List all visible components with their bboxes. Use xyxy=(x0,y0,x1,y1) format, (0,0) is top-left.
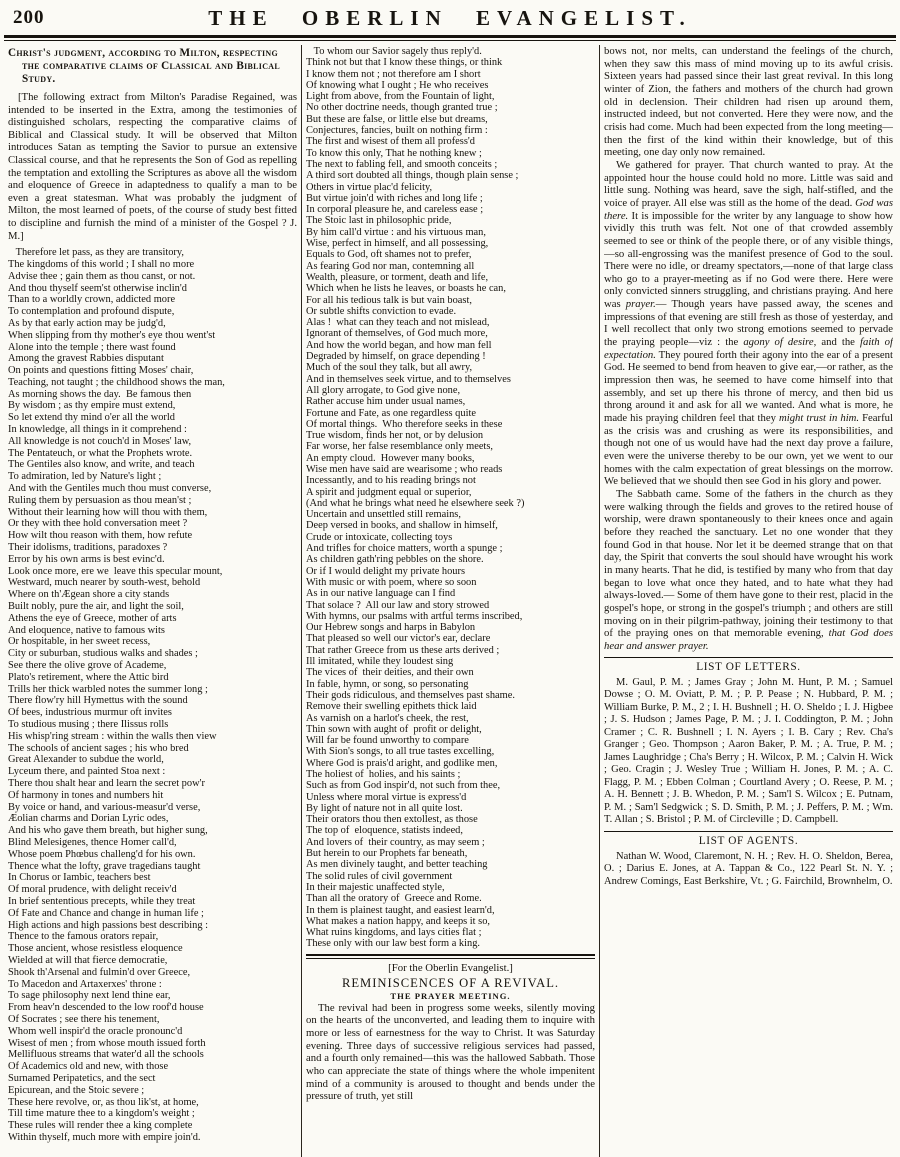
poem-line: The first and wisest of them all profess'd xyxy=(306,136,475,148)
poem-line: In their majestic unaffected style, xyxy=(306,881,445,893)
poem-line: To Macedon and Artaxerxes' throne : xyxy=(8,978,162,990)
poem-line: Therefore let pass, as they are transitory, xyxy=(8,247,184,259)
poem-line: Within thyself, much more with empire join'd. xyxy=(8,1131,201,1143)
poem-line: In corporal pleasure he, and careless ease ; xyxy=(306,204,484,216)
poem-line: By light of nature not in all quite lost. xyxy=(306,802,463,814)
agents-rule xyxy=(604,831,893,832)
poem-line: Wealth, pleasure, or torment, death and life, xyxy=(306,271,489,283)
poem-line: Ill imitated, while they loudest sing xyxy=(306,656,454,668)
poem-line: Their orators thou then extollest, as those xyxy=(306,814,478,826)
poem-line: Ignorant of themselves, of God much more, xyxy=(306,328,488,340)
poem-line: In fable, hymn, or song, so personating xyxy=(306,678,469,690)
poem-line: Teaching, not taught ; the childhood shows the man, xyxy=(8,376,225,388)
poem-line: Till time mature thee to a kingdom's weight ; xyxy=(8,1108,195,1120)
poem-line: Trills her thick warbled notes the summer long ; xyxy=(8,683,208,695)
poem-line: The Gentiles also know, and write, and teach xyxy=(8,459,195,471)
article1-heading: Christ's judgment, according to Milton, respecting the comparative claims of Classical and Biblical Study. xyxy=(8,47,281,85)
poem-line: To studious musing ; there Ilissus rolls xyxy=(8,719,169,730)
body-text: bows not, nor melts, can understand the feelings of the church, when they saw this mass of mind moving up to its awful crisis. Sixteen years had passed since their last great revival. In this long winter of Zion, the fathers and mothers of the church had grown old in declension. Their children had risen up around them, instructed indeed, but not converted. Here they were now, and the crisis had come. Much had been expected from the long meeting—then the first of the kind within their knowledge, but of this meeting, one day only now remained. xyxy=(604,45,893,159)
poem-line: Conjectures, fancies, built on nothing firm : xyxy=(306,125,488,137)
poem-line: Blind Melesigenes, thence Homer call'd, xyxy=(8,836,177,848)
poem-line: Alas ! what can they teach and not mislead, xyxy=(306,317,490,329)
poem-line: And eloquence, native to famous wits xyxy=(8,624,165,636)
article2-paragraph xyxy=(604,488,893,653)
poem-line: (And what he brings what need he elsewhere seek ?) xyxy=(306,497,525,509)
poem-line: As men divinely taught, and better teaching xyxy=(306,859,488,871)
poem-line: Equals to God, oft shames not to prefer, xyxy=(306,249,472,261)
poem-line: His whisp'ring stream : within the walls then view xyxy=(8,730,217,742)
poem-line: Thin sown with aught of profit or delight, xyxy=(306,723,482,735)
poem-line: In Chorus or Iambic, teachers best xyxy=(8,872,151,884)
poem-line: Of moral prudence, with delight receiv'd xyxy=(8,884,177,896)
poem-line: And in themselves seek virtue, and to themselves xyxy=(306,373,511,385)
poem-line: These here revolve, or, as thou lik'st, at home, xyxy=(8,1096,199,1108)
poem-line: Others in virtue plac'd felicity, xyxy=(306,181,433,193)
poem-line: Of harmony in tones and numbers hit xyxy=(8,789,164,801)
poem-line: Much of the soul they talk, but all awry, xyxy=(306,362,473,374)
poem-line: Remove their swelling epithets thick laid xyxy=(306,701,477,713)
poem-line: Or if I would delight my private hours xyxy=(306,565,466,577)
poem-line: City or suburban, studious walks and shades ; xyxy=(8,648,198,660)
poem-line: That rather Greece from us these arts derived ; xyxy=(306,644,500,656)
poem-line: The Stoic last in philosophic pride, xyxy=(306,215,452,227)
poem-line: Alone into the temple ; there wast found xyxy=(8,341,176,353)
poem-line: Or subtle shifts conviction to evade. xyxy=(306,305,457,317)
poem-line: High actions and high passions best describing : xyxy=(8,919,208,931)
page-number: 200 xyxy=(13,7,45,28)
poem-line: The vices of their deities, and their own xyxy=(306,667,474,679)
poem-line: Of Socrates ; see there his tenement, xyxy=(8,1013,160,1025)
poem-line: Ruling them by persuasion as thou mean'st ; xyxy=(8,494,192,506)
poem-line: As varnish on a harlot's cheek, the rest, xyxy=(306,712,469,724)
poem-line: Of knowing what I ought ; He who receives xyxy=(306,79,489,91)
poem-line: Wisest of men ; from whose mouth issued forth xyxy=(8,1037,206,1049)
poem-line: And thou thyself seem'st otherwise inclin'd xyxy=(8,282,187,294)
poem-line: Such as from God inspir'd, not such from thee, xyxy=(306,780,501,792)
poem-line: In them is plainest taught, and easiest learn'd, xyxy=(306,904,495,916)
body-text: They poured forth their agony into the ear of a present God. He seemed to bend from heaven to give ear,—or rather, as the impression then was, he seemed to have come himself into that assembly, and set up there his throne of mercy, and then bid us throng around it and ask for all we wanted. And what is more, he made his praying children feel that they xyxy=(604,348,893,425)
poem-line: In brief sententious precepts, while they treat xyxy=(8,895,196,907)
poem-line: What makes a nation happy, and keeps it so, xyxy=(306,915,490,927)
article2-subtitle: THE PRAYER MEETING. xyxy=(390,990,511,1001)
poem-line: As by that early action may be judg'd, xyxy=(8,317,166,329)
poem-line: But virtue join'd with riches and long life ; xyxy=(306,192,483,204)
poem-line: What ruins kingdoms, and lays cities flat ; xyxy=(306,927,482,939)
poem-line: Or they with thee hold conversation meet ? xyxy=(8,518,188,530)
poem-line: True wisdom, finds her not, or by delusion xyxy=(306,430,484,442)
poem-line: For all his tedious talk is but vain boast, xyxy=(306,294,472,306)
poem-line: Thence what the lofty, grave tragedians taught xyxy=(8,860,201,872)
poem-line: And how the world began, and how man fell xyxy=(306,339,492,351)
poem-line: Uncertain and unsettled still remains, xyxy=(306,509,461,521)
column-2 xyxy=(306,45,595,1157)
poem-line: To contemplation and profound dispute, xyxy=(8,306,175,318)
poem-line: See there the olive grove of Academe, xyxy=(8,660,167,672)
column-1 xyxy=(8,45,297,1157)
body-text: Fearful as the crisis was and crushing as were its responsibilities, and though not one of us would have had the next day prove a failure, even were the universe thereby to be our own, yet we went to our homes with the calm expectation of great blessings on the morrow. We believed that we should then see God in his glory and power. xyxy=(604,412,893,488)
poem-line: But these are false, or little else but dreams, xyxy=(306,113,488,125)
poem-line: Built nobly, pure the air, and light the soil, xyxy=(8,601,184,613)
article2-paragraph xyxy=(604,159,893,488)
poem-line: Westward, much nearer by south-west, behold xyxy=(8,577,201,589)
poem-line: Far worse, her false resemblance only meets, xyxy=(306,441,493,453)
poem-line: Look once more, ere we leave this specular mount, xyxy=(8,565,223,577)
poem-line: The solid rules of civil government xyxy=(306,870,453,882)
poem-line: Whose poem Phœbus challeng'd for his own. xyxy=(8,848,196,860)
poem-line: And lovers of their country, as may seem ; xyxy=(306,836,485,848)
poem-line: To sage philosophy next lend thine ear, xyxy=(8,990,171,1002)
article2-attribution: [For the Oberlin Evangelist.] xyxy=(388,961,513,974)
poem-line: Wise, perfect in himself, and all possessing, xyxy=(306,238,489,250)
poem-line: By wisdom ; as thy empire must extend, xyxy=(8,400,176,412)
poem-line: Where God is prais'd aright, and godlike men, xyxy=(306,757,498,769)
poem-line: Than to a worldly crown, addicted more xyxy=(8,294,176,306)
body-text: and the xyxy=(816,336,860,349)
poem-line: The Pentateuch, or what the Prophets wrote. xyxy=(8,447,193,459)
poem-line: Fortune and Fate, as one regardless quite xyxy=(306,407,476,419)
poem-line: From heav'n descended to the low roof'd house xyxy=(8,1002,204,1014)
poem-line: Think not but that I know these things, or think xyxy=(306,57,503,69)
poem-line: Rather accuse him under usual names, xyxy=(306,396,466,408)
poem-line: Wielded at will that fierce democratie, xyxy=(8,954,168,966)
poem-line: There flow'ry hill Hymettus with the sound xyxy=(8,695,188,707)
poem-line: By voice or hand, and various-measur'd verse, xyxy=(8,801,201,813)
poem-line: Plato's retirement, where the Attic bird xyxy=(8,671,169,683)
poem-line: Great Alexander to subdue the world, xyxy=(8,754,164,766)
poem-line: The schools of ancient sages ; his who bred xyxy=(8,742,189,754)
page-header xyxy=(0,0,900,32)
poem-line: To admiration, led by Nature's light ; xyxy=(8,471,162,483)
poem-line: Their gods ridiculous, and themselves past shame. xyxy=(306,689,515,701)
poem-line: Shook th'Arsenal and fulmin'd over Greece, xyxy=(8,966,191,978)
poem-line: That solace ? All our law and story strowed xyxy=(306,599,490,611)
poem-line: Epicurean, and the Stoic severe ; xyxy=(8,1084,145,1096)
column-3 xyxy=(604,45,893,1157)
column-divider xyxy=(301,45,302,1157)
poem-line: Of bees, industrious murmur oft invites xyxy=(8,707,172,719)
poem-line: By him call'd virtue : and his virtuous man, xyxy=(306,226,486,238)
poem-line: All knowledge is not couch'd in Moses' law, xyxy=(8,435,192,447)
emphasized-text: faith of expectation. xyxy=(604,336,893,361)
body-text: It is impossible for the writer by any language to show how vividly this truth was felt. Not one of that crowded assembly seemed to see or think of the people there, or of any visible things,—so all-engrossing was the manifest presence of God to the soul. There were no idle, or dreamy spectators,—none of that large class who go to a prayer-meeting as if no God were there. Here were only convicted sinners struggling, and christians praying. And here was xyxy=(604,209,893,311)
poem-line: I know them not ; not therefore am I short xyxy=(306,68,481,80)
poem-line: Without their learning how will thou with them, xyxy=(8,506,208,518)
article1-intro: [The following extract from Milton's Paradise Regained, was intended to be inserted in the Extra, among the testimonies of distinguished scholars, respecting the comparative claims of Biblical and Classical study. It will be observed that Milton introduces Satan as tempting the Savior to pursue an extensive Classical course, and that he represents the Son of God as repelling the temptation and extolling the Scriptures as above all the wisdom and eloquence of Greece in adaptedness to qualify a man to be even a great statesman. What was probably the judgment of Milton, the most learned of poets, of the course of study best fitted to discipline and furnish the mind of a minister of the Gospel ? J. M.] xyxy=(8,91,297,242)
poem-line: Athens the eye of Greece, mother of arts xyxy=(8,612,177,624)
poem-line: As fearing God nor man, contemning all xyxy=(306,260,475,272)
body-text: — Though years have passed away, the scenes and impressions of that evening are still fresh as those of yesterday, and I well recollect that only two strong emotions seemed to pervade the praying people—viz : the xyxy=(604,298,893,349)
letters-body: M. Gaul, P. M. ; James Gray ; John M. Hunt, P. M. ; Samuel Dowse ; O. M. Oviatt, P. M. ; P. P. Pease ; N. Hubbard, P. M. ; William Burke, P. M., 2 ; I. H. Bushnell ; H. O. Sheldo ; I. J. Higbee ; J. S. Hudson ; James Page, P. M. ; J. I. Coddington, P. M. ; John Cramer ; C. R. Bushnell ; I. N. Ayers ; I. B. Cary ; Rev. Cha's Granger ; Geo. Thompson ; Aaron Baker, P. M. ; A. True, P. M. ; James Laughridge ; Cha's Berry ; H. Wilcox, P. M. ; Calvin H. Wick ; Geo. Cragin ; J. Wesley True ; William H. Jones, P. M. ; A. C. Flagg, P. M. ; Ebben Colman ; Courtland Avery ; O. Reese, P. M. ; A. H. Bennett ; J. B. Whedon, P. M. ; Sam'l S. Wilcox ; E. Putnam, P. M. ; Sam'l Sedgwick ; S. D. Smith, P. M. ; J. Peffers, P. M. ; Wm. T. Allan ; S. Bristol ; P. M. of Circleville ; D. Campbell. xyxy=(604,676,893,825)
poem-line: Will far be found unworthy to compare xyxy=(306,735,469,747)
poem-line: The top of eloquence, statists indeed, xyxy=(306,825,463,837)
column-divider xyxy=(599,45,600,1157)
emphasized-text: prayer. xyxy=(625,298,656,311)
body-text: We gathered for prayer. That church wanted to pray. At the appointed hour the house could hold no more. Little was said and little sung. Nothing was heard, save the sigh, half-stifled, and the voice of prayer. All else was still as the home of the dead. xyxy=(604,158,893,209)
poem-line: And trifles for choice matters, worth a spunge ; xyxy=(306,543,503,555)
poem-line: And his who gave them breath, but higher sung, xyxy=(8,825,208,837)
poem-line: Of Fate and Chance and change in human life ; xyxy=(8,907,204,919)
poem-line: As children gath'ring pebbles on the shore. xyxy=(306,554,484,566)
poem-line: To know this only, That he nothing knew ; xyxy=(306,147,482,159)
poem-line: As morning shows the day. Be famous then xyxy=(8,388,192,400)
poem-line: There thou shalt hear and learn the secret pow'r xyxy=(8,777,205,789)
poem-line: When slipping from thy mother's eye thou went'st xyxy=(8,329,216,341)
poem-line: So let extend thy mind o'er all the world xyxy=(8,412,175,424)
poem-line: A third sort doubted all things, though plain sense ; xyxy=(306,170,519,182)
poem-line: Which when he lists he leaves, or boasts he can, xyxy=(306,283,506,295)
poem-line: The kingdoms of this world ; I shall no more xyxy=(8,258,195,270)
columns-container xyxy=(0,41,900,1157)
poem-line: All glory arrogate, to God give none, xyxy=(306,384,461,396)
poem-line: To whom our Savior sagely thus reply'd. xyxy=(306,46,482,57)
poem-line: Light from above, from the Fountain of light, xyxy=(306,91,495,103)
poem-line: Crude or intoxicate, collecting toys xyxy=(306,531,453,543)
poem-line: Lyceum there, and painted Stoa next : xyxy=(8,766,166,778)
poem-line: Error by his own arms is best evinc'd. xyxy=(8,553,165,565)
poem-line: Of Academics old and new, with those xyxy=(8,1061,169,1073)
poem-line: Deep versed in books, and shallow in himself, xyxy=(306,520,498,532)
poem-line: These rules will render thee a king complete xyxy=(8,1120,193,1132)
poem-line: Whom well inspir'd the oracle pronounc'd xyxy=(8,1025,183,1037)
poem-line: With Sion's songs, to all true tastes excelling, xyxy=(306,746,495,758)
poem-line: These only with our law best form a king. xyxy=(306,938,481,950)
poem-line: Æolian charms and Dorian Lyric odes, xyxy=(8,813,169,825)
poem-line: Than all the oratory of Greece and Rome. xyxy=(306,893,482,905)
poem-line: Surnamed Peripatetics, and the sect xyxy=(8,1072,156,1084)
poem-line: A spirit and judgment equal or superior, xyxy=(306,486,472,498)
poem-line: As in our native language can I find xyxy=(306,588,456,600)
poem-line: Incessantly, and to his reading brings not xyxy=(306,475,476,487)
masthead-title: THE OBERLIN EVANGELIST. xyxy=(208,6,692,30)
poem-line: Of mortal things. Who therefore seeks in these xyxy=(306,418,503,430)
poem-line: The next to fabling fell, and smooth conceits ; xyxy=(306,158,498,170)
poem-line: No other doctrine needs, though granted true ; xyxy=(306,102,498,114)
poem-line: On points and questions fitting Moses' chair, xyxy=(8,365,194,377)
article2-title: REMINISCENCES OF A REVIVAL. xyxy=(341,975,560,990)
poem-line: Where on th'Ægean shore a city stands xyxy=(8,589,170,601)
poem-column-1 xyxy=(8,247,297,1144)
letters-title: LIST OF LETTERS. xyxy=(696,660,801,673)
poem-line: Degraded by himself, on grace depending ! xyxy=(306,351,486,363)
body-text: The Sabbath came. Some of the fathers in the church as they were walking through the fields and groves to the retired house of worship, were drawn spontaneously to their knees once and again before they reached the sanctuary. Let no one wonder that they found God in that house. Nor let it be deemed strange that on that day, the Spirit that converts the soul should have wrought his work in many hearts. That he did, is testified by many who from that day began to love what once they hated, and to hate what they had always-loved.— Some of them have gone to their rest, placid in the gospel's hope, or strong in the gospel's triumph ; and others are still moving on in their pilgrim-pathway, joining their testimony to that of the praying ones on that memorable evening, xyxy=(604,487,893,640)
poem-line: Advise thee ; gain them as thou canst, or not. xyxy=(8,270,196,282)
poem-line: The holiest of holies, and his saints ; xyxy=(306,769,461,780)
agents-body: Nathan W. Wood, Claremont, N. H. ; Rev. H. O. Sheldon, Berea, O. ; Darius E. Jones, at A. Tappan & Co., 122 Pearl St. N. Y. ; Andrew Comings, East Berkshire, Vt. ; G. Fairchild, Brownhelm, O. xyxy=(604,850,893,887)
poem-line: In knowledge, all things in it comprehend : xyxy=(8,424,187,436)
poem-line: That pleased so well our victor's ear, declare xyxy=(306,633,491,645)
poem-line: Or hospitable, in her sweet recess, xyxy=(8,636,151,648)
poem-line: With music or with poem, where so soon xyxy=(306,576,477,588)
letters-rule xyxy=(604,657,893,658)
poem-column-2 xyxy=(306,46,595,950)
article2-opening-paragraph: The revival had been in progress some weeks, silently moving on the hearts of the unconverted, and leading them to inquire with more or less of earnestness for the way to Christ. It was Saturday evening. Three days of successive religious services had passed, and a fourth only remained—this was the hallowed Sabbath. Those who can appreciate the state of things where the whole impenitent mind of a community is aroused to thought and bends under the pressure of truth, yet still xyxy=(306,1001,595,1103)
poem-line: How wilt thou reason with them, how refute xyxy=(8,530,193,542)
poem-line: Mellifluous streams that water'd all the schools xyxy=(8,1049,204,1061)
emphasized-text: that God does hear and answer prayer. xyxy=(604,627,893,652)
emphasized-text: God was there. xyxy=(604,196,893,222)
poem-line: An empty cloud. However many books, xyxy=(306,452,475,464)
poem-line: And with the Gentiles much thou must converse, xyxy=(8,483,212,495)
poem-line: Thence to the famous orators repair, xyxy=(8,931,159,943)
emphasized-text: might trust in him. xyxy=(779,412,860,425)
emphasized-text: agony of desire, xyxy=(743,336,817,349)
poem-line: Our Hebrew songs and harps in Babylon xyxy=(306,622,476,634)
article2-paragraph-continuation xyxy=(604,45,893,159)
agents-title: LIST OF AGENTS. xyxy=(698,834,799,847)
poem-line: But herein to our Prophets far beneath, xyxy=(306,848,468,860)
poem-line: Among the gravest Rabbies disputant xyxy=(8,353,164,365)
section-divider xyxy=(306,954,595,959)
poem-line: With hymns, our psalms with artful terms inscribed, xyxy=(306,610,523,622)
poem-line: Those ancient, whose resistless eloquence xyxy=(8,943,183,955)
poem-line: Unless where moral virtue is express'd xyxy=(306,791,467,803)
poem-line: Their idolisms, traditions, paradoxes ? xyxy=(8,542,168,554)
poem-line: Wise men have said are wearisome ; who reads xyxy=(306,463,503,475)
